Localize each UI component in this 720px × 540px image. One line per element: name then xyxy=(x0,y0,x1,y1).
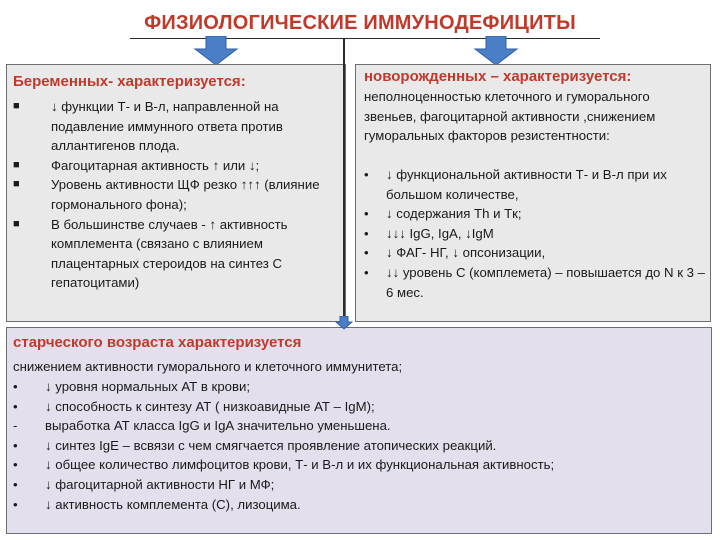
elderly-item-text: выработка АТ класса IgG и IgA значительно уменьшена. xyxy=(45,418,391,434)
newborn-item-text: ↓ содержания Th и Tк; xyxy=(386,206,522,222)
newborn-item-text: ↓ ФАГ- НГ, ↓ опсонизации, xyxy=(386,245,546,261)
list-item xyxy=(364,224,708,244)
page-title: ФИЗИОЛОГИЧЕСКИЕ ИММУНОДЕФИЦИТЫ xyxy=(144,12,576,34)
bullet-icon: • xyxy=(13,437,18,453)
bullet-icon: • xyxy=(13,457,18,473)
newborn-panel xyxy=(355,64,711,322)
newborn-item-text: ↓↓↓ IgG, IgA, ↓IgM xyxy=(386,225,494,241)
list-item xyxy=(364,165,708,204)
list-item xyxy=(13,156,339,176)
list-item xyxy=(13,97,339,156)
pregnant-item-text: Фагоцитарная активность ↑ или ↓; xyxy=(51,157,260,173)
square-bullet-icon: ■ xyxy=(13,100,20,112)
list-item xyxy=(364,243,708,263)
arrow-down-center-icon xyxy=(335,316,353,330)
bullet-icon: • xyxy=(364,206,369,222)
pregnant-heading: Беременных- характеризуется: xyxy=(13,73,246,90)
list-item xyxy=(13,416,709,436)
bullet-icon: • xyxy=(364,167,369,182)
elderly-intro: снижением активности гуморального и клеточного иммунитета; xyxy=(13,359,403,374)
pregnant-panel xyxy=(6,64,346,322)
square-bullet-icon: ■ xyxy=(13,158,20,171)
connector-line xyxy=(343,38,345,326)
elderly-item-text: ↓ способность к синтезу АТ ( низкоавидные АТ – IgM); xyxy=(45,398,375,414)
bullet-icon: • xyxy=(13,476,18,492)
bullet-icon: • xyxy=(13,398,18,414)
elderly-item-text: ↓ активность комплемента (С), лизоцима. xyxy=(45,496,301,512)
bullet-icon: • xyxy=(13,496,18,512)
bullet-icon: • xyxy=(364,245,369,261)
list-item xyxy=(13,455,709,475)
elderly-heading: старческого возраста характеризуется xyxy=(13,334,302,351)
elderly-item-text: ↓ уровня нормальных АТ в крови; xyxy=(45,379,251,394)
elderly-item-text: ↓ синтез IgE – всвязи с чем смягчается проявление атопических реакций. xyxy=(45,437,497,453)
list-item xyxy=(13,397,709,417)
square-bullet-icon: ■ xyxy=(13,178,20,191)
pregnant-item-text: Уровень активности ЩФ резко ↑↑↑ (влияние гормонального фона); xyxy=(51,177,320,212)
list-item xyxy=(13,377,709,397)
elderly-panel xyxy=(6,327,712,534)
newborn-heading: новорожденных – характеризуется: xyxy=(364,68,632,85)
bullet-icon: • xyxy=(13,379,18,394)
list-item xyxy=(13,436,709,456)
dash-bullet-icon: - xyxy=(13,418,18,434)
newborn-item-text: ↓↓ уровень С (комплемета) – повышается до N к 3 – 6 мес. xyxy=(386,264,705,300)
square-bullet-icon: ■ xyxy=(13,217,20,230)
list-item xyxy=(13,495,709,515)
list-item xyxy=(13,175,339,214)
list-item xyxy=(13,215,339,293)
pregnant-item-text: В большинстве случаев - ↑ активность комплемента (связано с влиянием плацентарных стероидов на синтез С гепатоцитами) xyxy=(51,216,288,291)
newborn-item-text: ↓ функциональной активности Т- и В-л при их большом количестве, xyxy=(386,167,667,202)
arrow-down-left-icon xyxy=(193,36,239,66)
newborn-intro: неполноценностью клеточного и гуморального звеньев, фагоцитарной активности ,снижением гуморальных факторов резистентности: xyxy=(364,89,656,144)
bullet-icon: • xyxy=(364,225,369,241)
pregnant-item-text: ↓ функции Т- и В-л, направленной на подавление иммунного ответа против аллантигенов плода. xyxy=(51,99,283,154)
elderly-item-text: ↓ общее количество лимфоцитов крови, Т- и В-л и их функциональная активность; xyxy=(45,457,555,473)
list-item xyxy=(364,204,708,224)
list-item xyxy=(13,475,709,495)
arrow-down-right-icon xyxy=(473,36,519,66)
elderly-item-text: ↓ фагоцитарной активности НГ и МФ; xyxy=(45,476,275,492)
list-item xyxy=(364,263,708,302)
bullet-icon: • xyxy=(364,264,369,280)
